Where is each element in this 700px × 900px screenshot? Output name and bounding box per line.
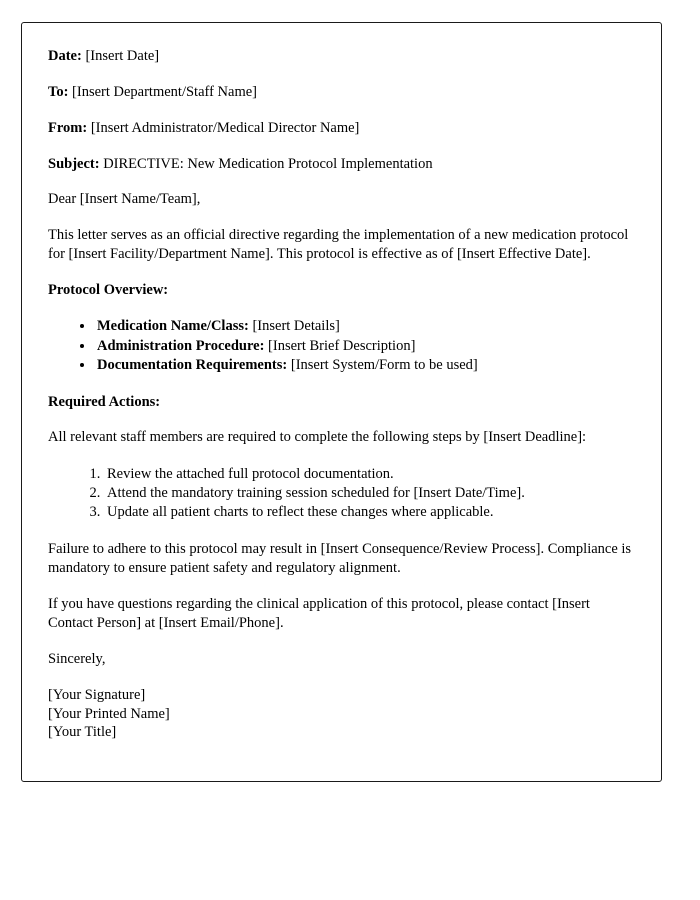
protocol-overview-list	[48, 317, 635, 375]
printed-name-line: [Your Printed Name]	[48, 705, 170, 722]
to-label: To:	[48, 83, 69, 100]
title-line: [Your Title]	[48, 724, 117, 741]
letter-page	[21, 22, 662, 782]
list-item: 1. Review the attached full protocol documentation.	[104, 465, 635, 484]
intro-paragraph: This letter serves as an official directive regarding the implementation of a new medication protocol for [Insert Facility/Department Name]. This protocol is effective as of [Insert Effective Date].	[48, 227, 629, 263]
subject-line	[48, 155, 635, 174]
subject-label: Subject:	[48, 155, 100, 172]
bullet-value: [Insert System/Form to be used]	[290, 357, 478, 374]
bullet-value: [Insert Brief Description]	[268, 337, 416, 354]
list-item: 2. Attend the mandatory training session scheduled for [Insert Date/Time].	[104, 484, 635, 503]
contact-paragraph: If you have questions regarding the clinical application of this protocol, please contact [Insert Contact Person] at [Insert Email/Phone].	[48, 596, 590, 632]
salutation: Dear [Insert Name/Team],	[48, 191, 201, 208]
to-value: [Insert Department/Staff Name]	[72, 83, 257, 100]
required-actions-heading: Required Actions:	[48, 393, 161, 410]
closing: Sincerely,	[48, 651, 106, 668]
bullet-value: [Insert Details]	[252, 318, 340, 335]
bullet-label: Documentation Requirements:	[97, 357, 288, 374]
list-item	[95, 317, 635, 336]
date-label: Date:	[48, 48, 82, 64]
required-actions-list	[48, 465, 635, 523]
date-line	[48, 47, 635, 66]
required-actions-lead: All relevant staff members are required to complete the following steps by [Insert Deadline]:	[48, 429, 587, 446]
list-item	[95, 337, 635, 356]
to-line	[48, 83, 635, 102]
letter-body	[22, 23, 661, 742]
bullet-label: Administration Procedure:	[97, 337, 265, 354]
subject-value: DIRECTIVE: New Medication Protocol Implementation	[103, 155, 433, 172]
protocol-overview-heading: Protocol Overview:	[48, 282, 169, 299]
list-item	[95, 356, 635, 375]
date-value: [Insert Date]	[85, 48, 160, 64]
from-value: [Insert Administrator/Medical Director Name]	[90, 119, 360, 136]
signature-line: [Your Signature]	[48, 687, 146, 704]
list-item: 3. Update all patient charts to reflect these changes where applicable.	[104, 503, 635, 522]
from-line	[48, 119, 635, 138]
compliance-paragraph: Failure to adhere to this protocol may result in [Insert Consequence/Review Process]. Compliance is mandatory to ensure patient safety and regulatory alignment.	[48, 540, 632, 576]
signature-block	[48, 686, 635, 742]
from-label: From:	[48, 119, 88, 136]
bullet-label: Medication Name/Class:	[97, 318, 249, 335]
